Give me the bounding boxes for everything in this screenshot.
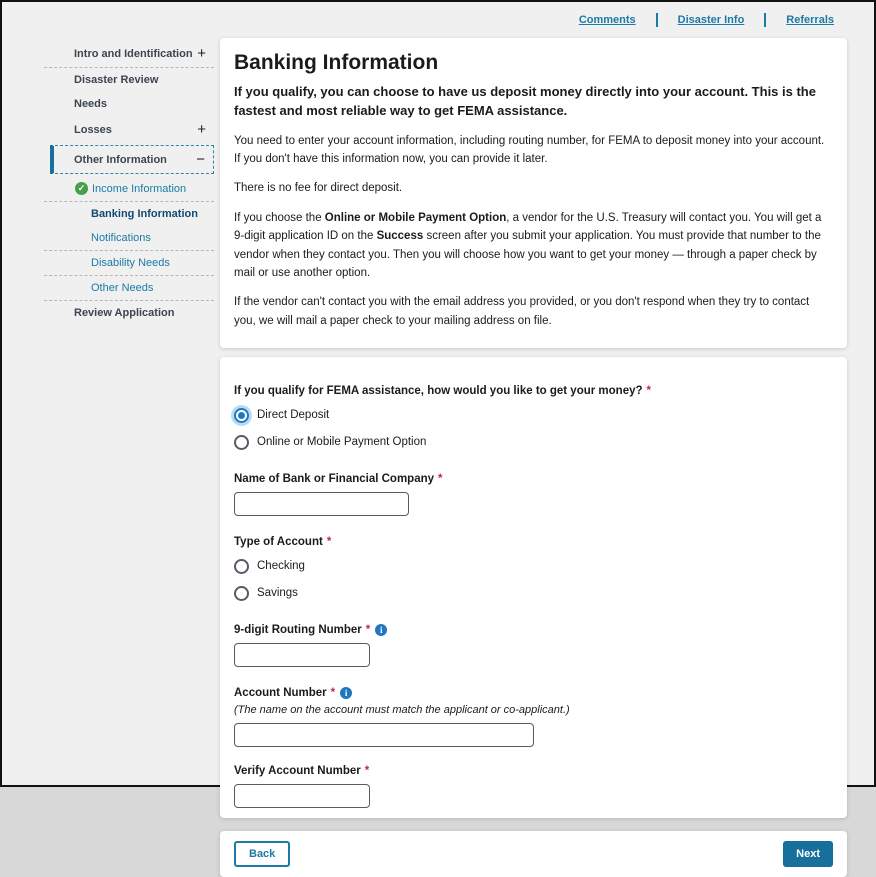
page-title: Banking Information (234, 51, 439, 74)
paragraph-bold-text: Success (376, 230, 424, 243)
routing-number-group (234, 624, 833, 667)
radio-label: Direct Deposit (257, 409, 330, 422)
next-button[interactable]: Next (783, 841, 833, 867)
bank-name-group (234, 473, 833, 516)
account-number-group (234, 687, 833, 747)
account-type-group (234, 536, 833, 602)
required-asterisk: * (365, 624, 371, 637)
paragraph: You need to enter your account information, including routing number, for FEMA to deposit money into your account. If you don't have this information now, you can provide it later. (234, 134, 825, 166)
sidebar-item-label: Intro and Identification (74, 47, 193, 60)
sidebar-item-label: Notifications (91, 232, 151, 244)
sidebar-item-income-information[interactable] (44, 176, 214, 201)
info-icon[interactable]: i (375, 624, 387, 636)
radio-option-direct-deposit[interactable] (234, 406, 833, 424)
paragraph-text: If you choose the (234, 211, 325, 224)
paragraph-text: , a vendor for the U.S. Treasury will contact you. You will get a 9-digit application ID on the (234, 211, 822, 243)
sidebar-item-losses[interactable] (44, 116, 214, 143)
required-asterisk: * (646, 385, 651, 398)
radio-button[interactable] (234, 435, 249, 450)
actions-card (220, 831, 847, 877)
sidebar-item-other-information[interactable] (54, 146, 213, 173)
verify-account-group (234, 765, 833, 808)
account-number-label (234, 687, 833, 699)
nav-link-disaster-info[interactable]: Disaster Info (677, 14, 745, 26)
label-text: Name of Bank or Financial Company (234, 473, 435, 486)
payment-method-group (234, 385, 833, 451)
lead-text: If you qualify, you can choose to have us deposit money directly into your account. This is the fastest and most reliable way to get FEMA assistance. (234, 84, 816, 118)
sidebar-item-label: Needs (74, 98, 108, 110)
radio-option-savings[interactable] (234, 584, 833, 602)
paragraph: If the vendor can't contact you with the email address you provided, or you don't respond when they try to contact you, we will mail a paper check to your mailing address on file. (234, 296, 810, 327)
label-text: Verify Account Number (234, 765, 361, 778)
top-nav (2, 2, 874, 38)
payment-question-label (234, 385, 833, 397)
required-asterisk: * (438, 473, 443, 486)
back-button[interactable]: Back (234, 841, 290, 867)
required-asterisk: * (326, 536, 332, 549)
label-text: Account Number (234, 687, 327, 700)
account-number-input[interactable] (234, 723, 534, 747)
radio-label: Checking (257, 560, 305, 573)
radio-button-selected[interactable] (234, 408, 249, 423)
sidebar-item-label: Disaster Review (74, 74, 159, 86)
sidebar-item-label: Losses (74, 123, 112, 136)
bank-name-input[interactable] (234, 492, 409, 516)
nav-link-comments[interactable]: Comments (578, 14, 636, 26)
content-area (2, 38, 874, 877)
intro-card (220, 38, 847, 348)
label-text: If you qualify for FEMA assistance, how would you like to get your money? (234, 385, 643, 398)
account-number-hint: (The name on the account must match the applicant or co-applicant.) (234, 704, 570, 717)
nav-separator (656, 13, 658, 27)
nav-separator (764, 13, 766, 27)
verify-account-input[interactable] (234, 784, 370, 808)
sidebar-item-label: Income Information (92, 182, 187, 195)
paragraph (234, 209, 833, 283)
radio-option-online-mobile-payment[interactable] (234, 433, 833, 451)
radio-label: Online or Mobile Payment Option (257, 436, 427, 449)
radio-option-checking[interactable] (234, 557, 833, 575)
radio-label: Savings (257, 587, 298, 600)
sidebar-item-label: Banking Information (91, 208, 198, 220)
label-text: Type of Account (234, 536, 323, 549)
form-card (220, 357, 847, 818)
expand-plus-icon[interactable]: + (197, 121, 206, 138)
nav-link-referrals[interactable]: Referrals (786, 14, 834, 26)
sidebar-item-disaster-review[interactable] (44, 68, 214, 92)
collapse-minus-icon[interactable]: − (196, 151, 205, 168)
paragraph-bold-text: Online or Mobile Payment Option (324, 211, 507, 224)
radio-button[interactable] (234, 586, 249, 601)
sidebar-active-section (50, 145, 214, 174)
expand-plus-icon[interactable]: + (197, 45, 206, 62)
routing-number-label (234, 624, 833, 636)
verify-account-label (234, 765, 833, 777)
main-column (220, 38, 847, 877)
sidebar-nav (44, 38, 214, 325)
routing-number-input[interactable] (234, 643, 370, 667)
required-asterisk: * (330, 687, 336, 700)
sidebar-item-disability-needs[interactable] (44, 251, 214, 275)
sidebar-item-intro-and-identification[interactable] (44, 40, 214, 67)
sidebar-item-needs[interactable] (44, 92, 214, 116)
bank-name-label (234, 473, 833, 485)
account-type-label (234, 536, 833, 548)
paragraph-text: screen after you submit your application. You must provide that number to the vendor when they contact you. Then you will choose how you want to get your money — through a paper check by mail or use another option. (234, 230, 821, 280)
info-icon[interactable]: i (340, 687, 352, 699)
sidebar-item-label: Disability Needs (91, 257, 170, 269)
completed-check-icon: ✓ (75, 182, 88, 195)
sidebar-item-notifications[interactable] (44, 226, 214, 250)
label-text: 9-digit Routing Number (234, 624, 362, 637)
sidebar-item-label: Review Application (74, 307, 175, 319)
sidebar-item-label: Other Information (74, 153, 167, 166)
paragraph: There is no fee for direct deposit. (234, 182, 403, 195)
sidebar-item-review-application[interactable] (44, 301, 214, 325)
required-asterisk: * (364, 765, 370, 778)
sidebar-item-other-needs[interactable] (44, 276, 214, 300)
sidebar-item-banking-information[interactable] (44, 202, 214, 226)
sidebar-item-label: Other Needs (91, 282, 154, 294)
radio-button[interactable] (234, 559, 249, 574)
